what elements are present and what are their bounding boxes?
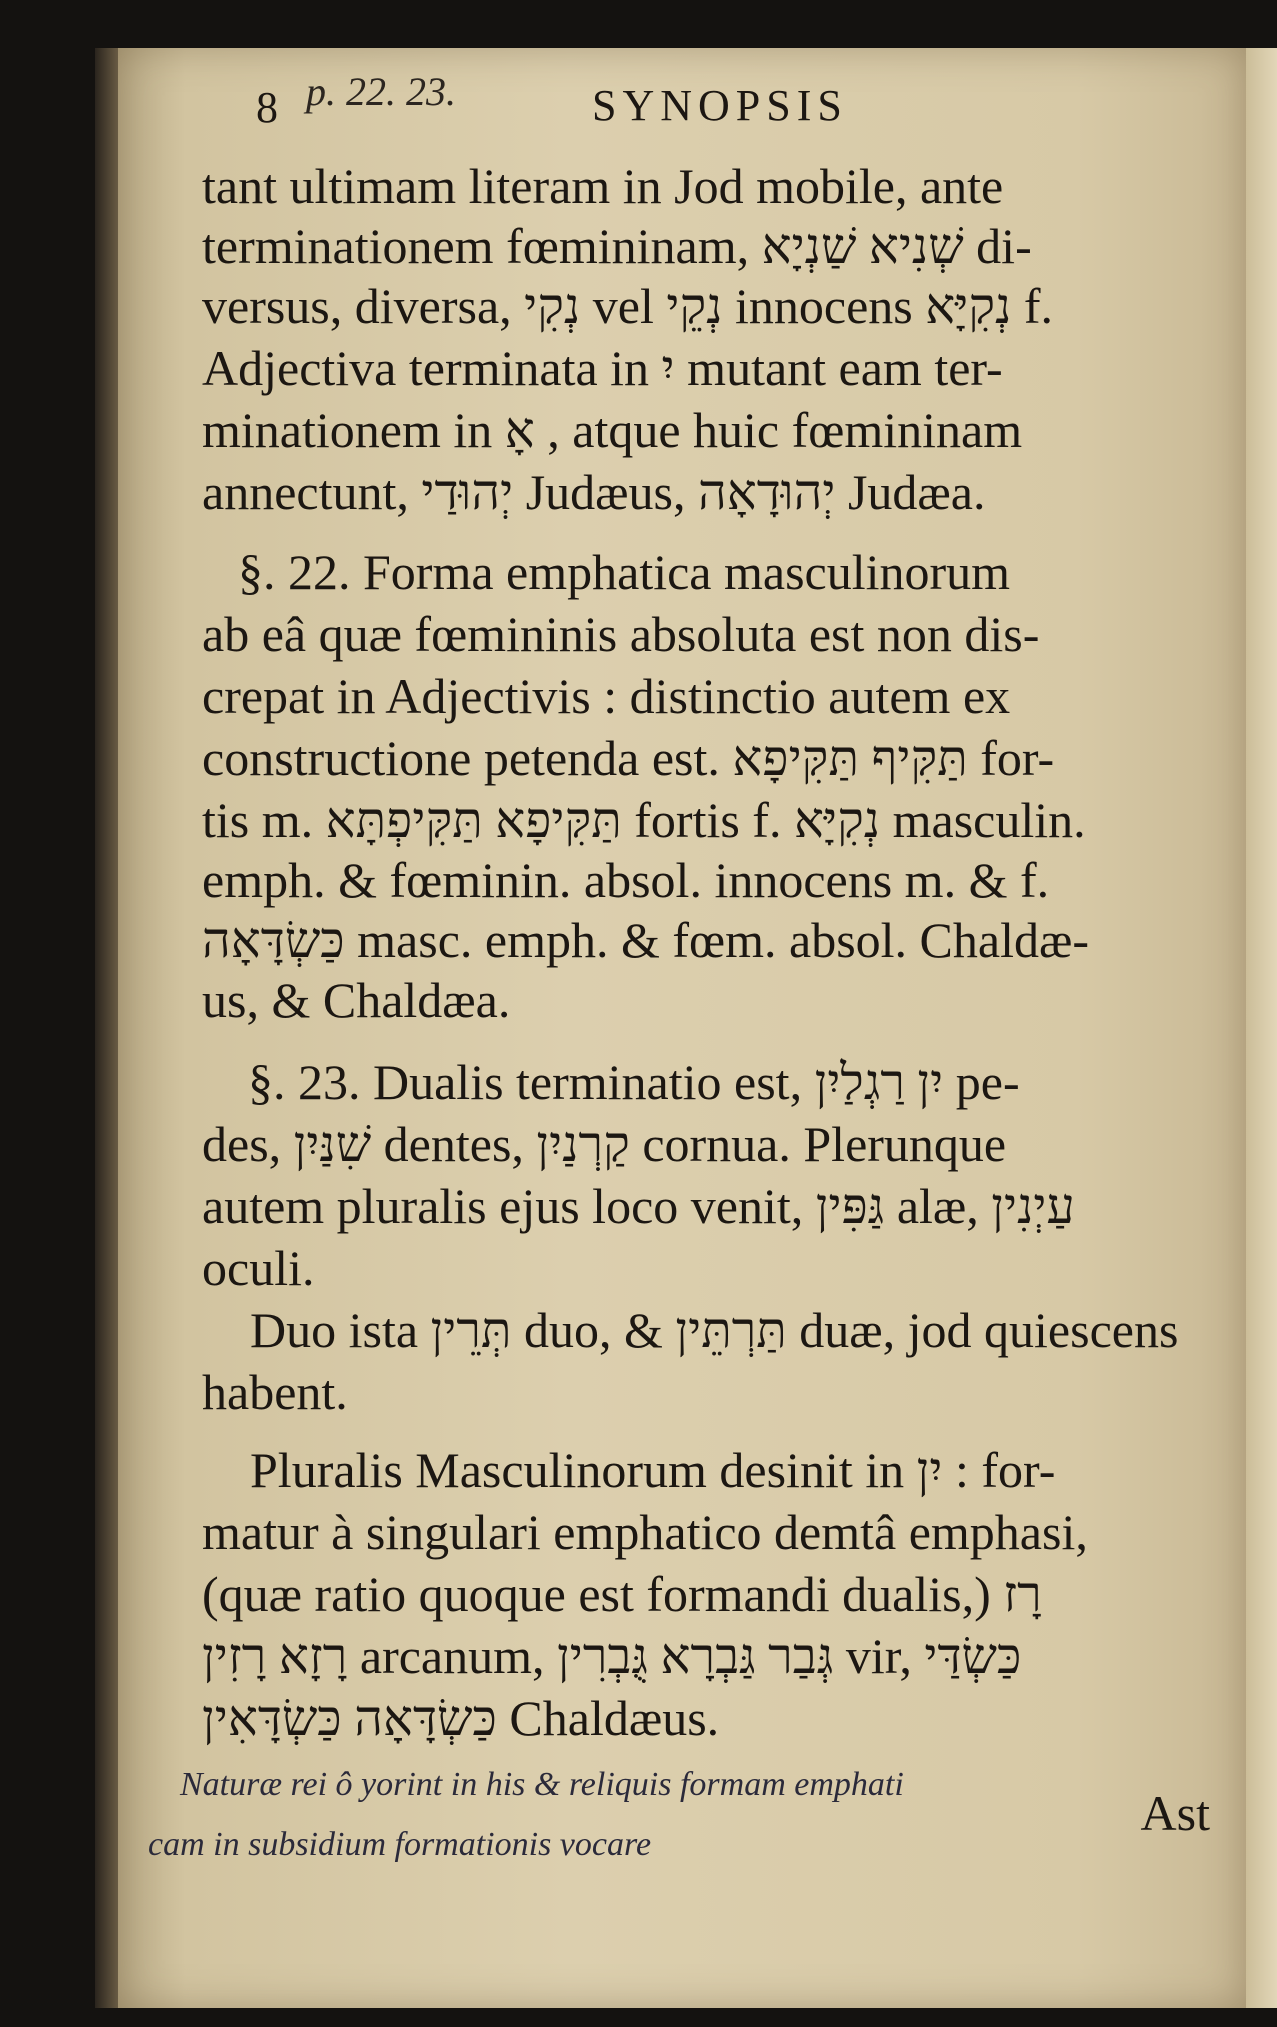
page-number: 8 bbox=[256, 83, 278, 132]
text-line: versus, diversa, נְקִי vel נְקֵי innocens נְקִיָּא f. bbox=[202, 278, 1054, 334]
text-line: minationem in אָ , atque huic fœmininam bbox=[202, 402, 1023, 458]
text-line: §. 23. Dualis terminatio est, יִן רַגְלַיִן pe- bbox=[248, 1054, 1020, 1110]
handwritten-note-line-1: Naturæ rei ô yorint in his & reliquis formam emphati bbox=[180, 1766, 904, 1803]
text-line: oculi. bbox=[202, 1240, 315, 1296]
facing-page-edge bbox=[1246, 48, 1277, 2008]
text-line: us, & Chaldæa. bbox=[202, 972, 511, 1028]
text-line: כַּשְׂדָּאָה כַּשְׂדָּאִין Chaldæus. bbox=[202, 1690, 720, 1746]
text-line: terminationem fœmininam, שְׁנִיא שַׁנְיָא di- bbox=[202, 218, 1032, 274]
text-line: crepat in Adjectivis : distinctio autem ex bbox=[202, 668, 1011, 724]
text-line: annectunt, יְהוּדַי Judæus, יְהוּדָאָה Judæa. bbox=[202, 464, 986, 520]
text-line: autem pluralis ejus loco venit, גַּפִּין alæ, עַיְנִין bbox=[202, 1178, 1075, 1234]
text-line: matur à singulari emphatico demtâ emphasi, bbox=[202, 1504, 1088, 1560]
text-line: des, שִׁנַּיִן dentes, קַרְנַיִן cornua. Plerunque bbox=[202, 1116, 1007, 1172]
text-line: Duo ista תְּרֵין duo, & תַּרְתֵּין duæ, jod quiescens bbox=[250, 1302, 1179, 1358]
manuscript-annotation: p. 22. 23. bbox=[306, 69, 456, 114]
book-page bbox=[118, 48, 1246, 2008]
running-title: SYNOPSIS bbox=[592, 81, 848, 130]
book-gutter bbox=[95, 48, 119, 2008]
text-line: §. 22. Forma emphatica masculinorum bbox=[238, 544, 1011, 600]
catchword: Ast bbox=[1140, 1785, 1210, 1841]
text-line: emph. & fœminin. absol. innocens m. & f. bbox=[202, 852, 1050, 908]
text-line: כַּשְׂדָּאָה masc. emph. & fœm. absol. Chaldæ- bbox=[202, 912, 1089, 968]
text-line: ab eâ quæ fœmininis absoluta est non dis- bbox=[202, 606, 1040, 662]
text-line: tant ultimam literam in Jod mobile, ante bbox=[202, 158, 1004, 214]
text-line: Pluralis Masculinorum desinit in יִן : for- bbox=[250, 1442, 1056, 1498]
handwritten-note-line-2: cam in subsidium formationis vocare bbox=[148, 1826, 652, 1863]
running-header bbox=[118, 62, 1246, 132]
text-line: constructione petenda est. תַּקִּיף תַּקִּיפָא for- bbox=[202, 730, 1055, 786]
text-line: רָזָא רָזִין arcanum, גְּבַר גַּבְרָא גֻּבְרִין vir, כַּשְׂדַּי bbox=[202, 1628, 1022, 1684]
text-line: (quæ ratio quoque est formandi dualis,) רָז bbox=[202, 1566, 1042, 1622]
text-line: tis m. תַּקִּיפָא תַּקִּיפְתָּא fortis f. נְקִיָּא masculin. bbox=[202, 792, 1086, 848]
text-line: habent. bbox=[202, 1364, 348, 1420]
text-line: Adjectiva terminata in יִ mutant eam ter- bbox=[202, 340, 1003, 396]
